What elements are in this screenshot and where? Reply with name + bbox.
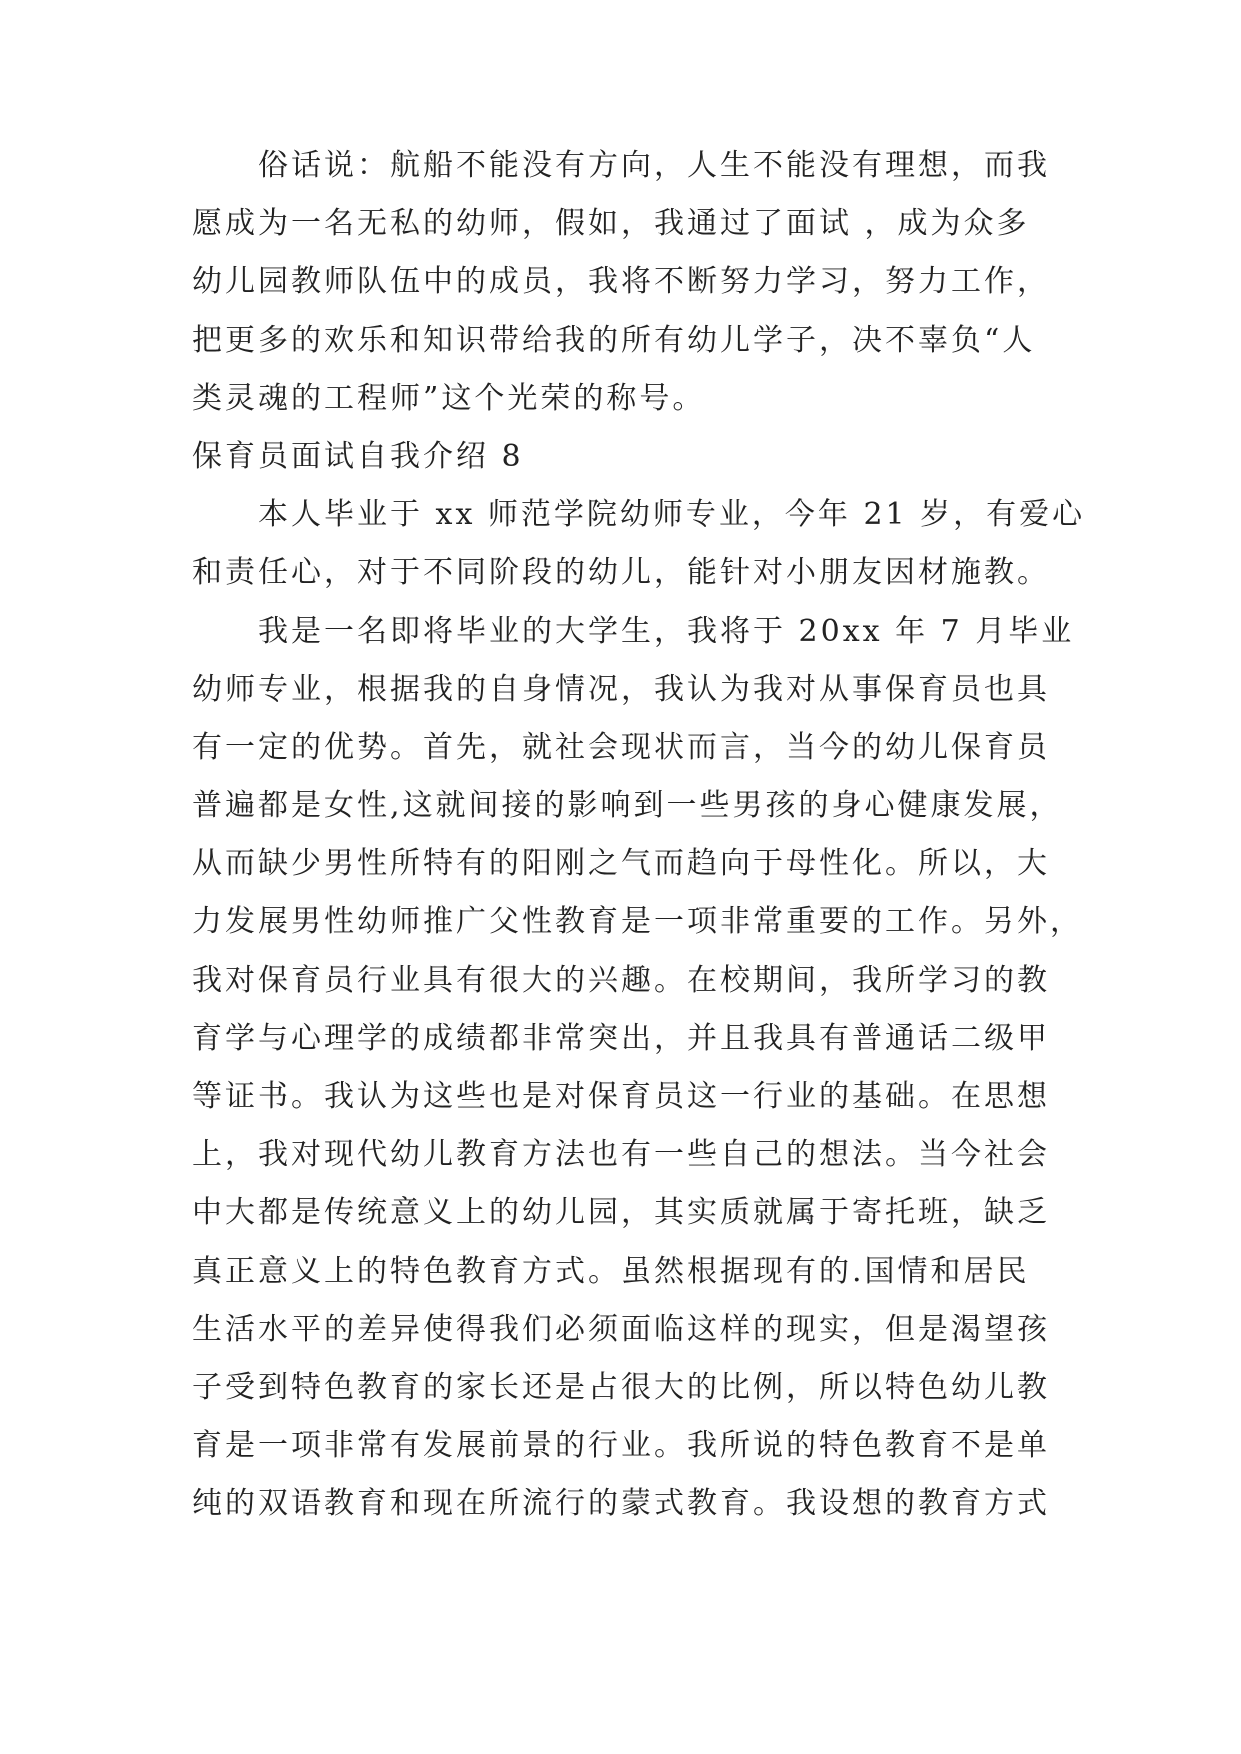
section-heading: 保育员面试自我介绍 8 xyxy=(192,438,524,474)
text-line: 俗话说：航船不能没有方向，人生不能没有理想，而我 xyxy=(258,148,1050,183)
text-line: 真正意义上的特色教育方式。虽然根据现有的.国情和居民 xyxy=(192,1253,1030,1289)
text-line: 本人毕业于 xx 师范学院幼师专业，今年 21 岁，有爱心 xyxy=(258,497,1086,533)
text-line: 幼儿园教师队伍中的成员，我将不断努力学习，努力工作， xyxy=(192,264,1050,300)
text-line: 上，我对现代幼儿教育方法也有一些自己的想法。当今社会 xyxy=(192,1137,1050,1173)
text-line: 生活水平的差异使得我们必须面临这样的现实，但是渴望孩 xyxy=(192,1311,1050,1347)
text-line: 子受到特色教育的家长还是占很大的比例，所以特色幼儿教 xyxy=(192,1369,1050,1405)
text-line: 力发展男性幼师推广父性教育是一项非常重要的工作。另外， xyxy=(192,904,1083,940)
text-line: 幼师专业，根据我的自身情况，我认为我对从事保育员也具 xyxy=(192,671,1050,707)
text-line: 中大都是传统意义上的幼儿园，其实质就属于寄托班，缺乏 xyxy=(192,1195,1050,1231)
text-line: 纯的双语教育和现在所流行的蒙式教育。我设想的教育方式 xyxy=(192,1486,1050,1522)
text-line: 类灵魂的工程师”这个光荣的称号。 xyxy=(192,380,706,416)
text-line: 育是一项非常有发展前景的行业。我所说的特色教育不是单 xyxy=(192,1428,1050,1464)
text-line: 从而缺少男性所特有的阳刚之气而趋向于母性化。所以，大 xyxy=(192,846,1050,882)
text-line: 和责任心，对于不同阶段的幼儿，能针对小朋友因材施教。 xyxy=(192,555,1050,591)
text-line: 普遍都是女性,这就间接的影响到一些男孩的身心健康发展， xyxy=(192,788,1063,824)
text-line: 把更多的欢乐和知识带给我的所有幼儿学子，决不辜负“人 xyxy=(192,322,1036,358)
text-line: 我对保育员行业具有很大的兴趣。在校期间，我所学习的教 xyxy=(192,962,1050,998)
text-line: 育学与心理学的成绩都非常突出，并且我具有普通话二级甲 xyxy=(192,1020,1050,1056)
text-line: 有一定的优势。首先，就社会现状而言，当今的幼儿保育员 xyxy=(192,729,1050,765)
text-line: 等证书。我认为这些也是对保育员这一行业的基础。在思想 xyxy=(192,1079,1050,1114)
text-line: 我是一名即将毕业的大学生，我将于 20xx 年 7 月毕业 xyxy=(258,613,1075,649)
text-line: 愿成为一名无私的幼师，假如，我通过了面试 ，成为众多 xyxy=(192,206,1030,242)
document-body xyxy=(192,137,1086,1534)
